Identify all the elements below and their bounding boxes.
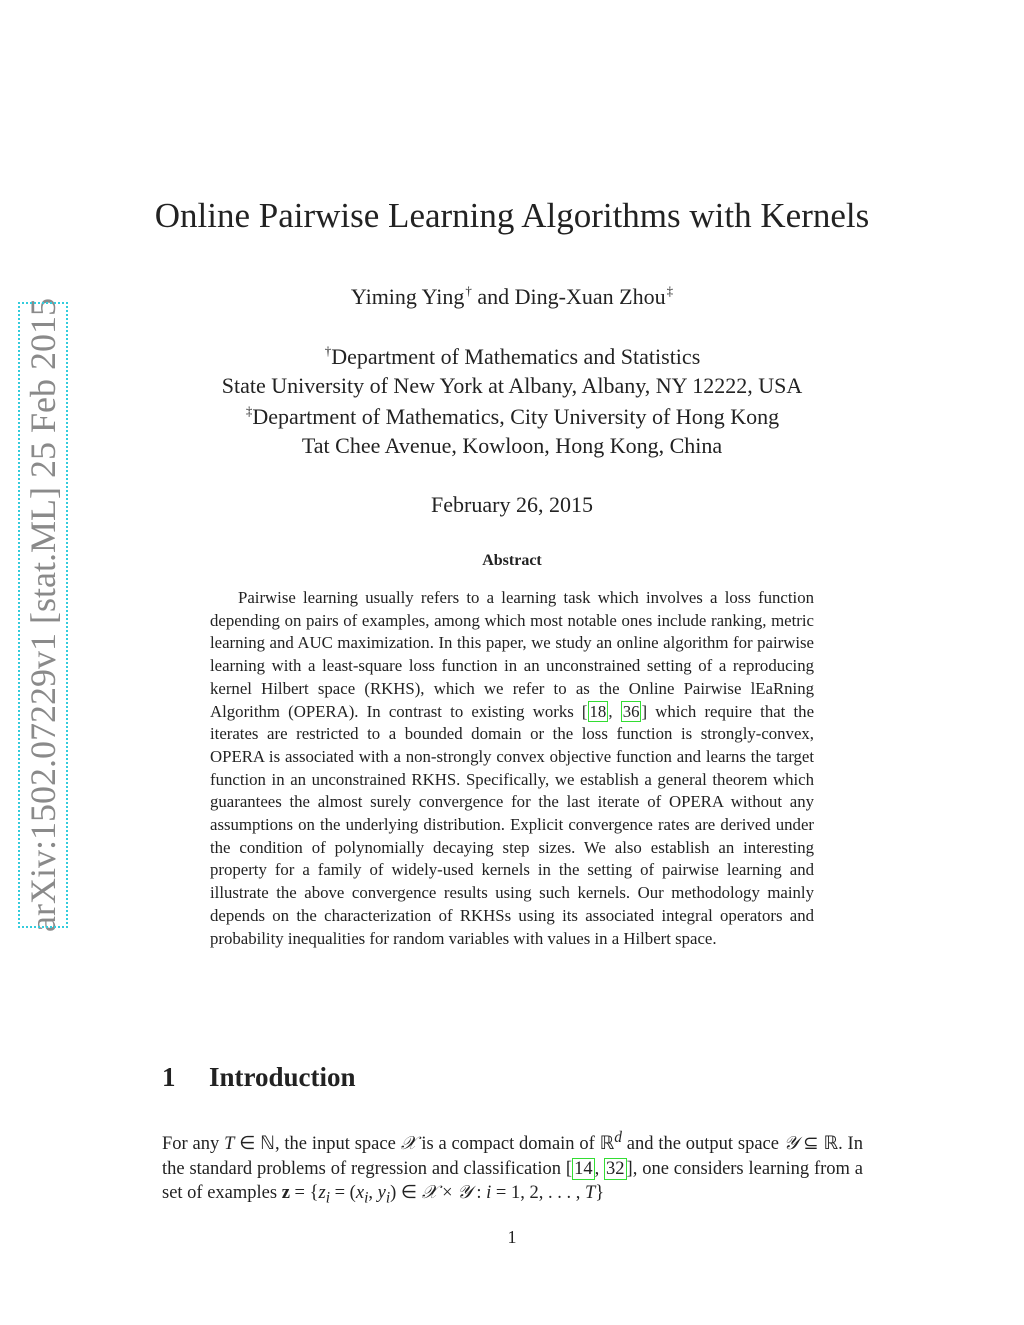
intro-text: , — [368, 1183, 378, 1204]
affiliation-text: Tat Chee Avenue, Kowloon, Hong Kong, China — [301, 433, 723, 458]
intro-text: = 1, 2, . . . , — [491, 1183, 585, 1204]
math-symbol: 𝒴 — [457, 1183, 472, 1204]
intro-text: = { — [289, 1183, 319, 1204]
math-symbol: x — [355, 1183, 365, 1204]
author-mark-double-dagger: ‡ — [666, 283, 674, 298]
math-symbol: T — [584, 1183, 596, 1204]
affiliation-text: Department of Mathematics, City University of Hong Kong — [252, 404, 780, 429]
abstract-heading: Abstract — [482, 552, 542, 569]
math-symbol: z — [281, 1183, 290, 1204]
intro-text: ⊆ ℝ. In the standard problems of regression and classification [ — [162, 1134, 863, 1179]
math-symbol: d — [614, 1129, 622, 1146]
math-symbol: z — [318, 1183, 326, 1204]
abstract-text: ] which require that the iterates are restricted to a bounded domain or the loss function is strongly-convex, OPERA is associated with a non-strongly convex objective function and learns the target function in an unconstrained RKHS. Specifically, we establish a general theorem which guarantees the almost surely convergence for the last iterate of OPERA without any assumptions on the underlying distribution. Explicit convergence rates are derived under the condition of polynomially decaying step sizes. We also establish an interesting property for a family of widely-used kernels in the setting of pairwise learning and illustrate the above convergence results using such kernels. Our methodology mainly depends on the characterization of RKHSs using its associated integral operators and probability inequalities for random variables with values in a Hilbert space. — [210, 701, 815, 948]
paper-title: Online Pairwise Learning Algorithms with Kernels — [154, 196, 870, 235]
math-subscript: i — [364, 1190, 369, 1208]
author-zhou: Ding-Xuan Zhou — [514, 284, 666, 309]
math-symbol: y — [377, 1183, 386, 1204]
author-connector: and — [471, 284, 515, 309]
math-symbol: 𝒴 — [783, 1134, 799, 1155]
abstract-body — [210, 587, 814, 950]
affiliation-line — [0, 343, 1024, 370]
intro-text: = ( — [329, 1183, 356, 1204]
math-subscript: i — [325, 1190, 330, 1208]
affiliation-mark: ‡ — [245, 403, 253, 418]
affiliation-line — [0, 403, 1024, 430]
page-number: 1 — [507, 1227, 517, 1247]
citation-link[interactable]: 14 — [574, 1158, 593, 1179]
citation-link[interactable]: 36 — [622, 701, 640, 721]
section-title: Introduction — [209, 1062, 356, 1092]
affiliation-text: Department of Mathematics and Statistics — [331, 344, 701, 369]
intro-paragraph — [162, 1126, 863, 1212]
math-symbol: 𝒳 — [421, 1183, 438, 1204]
citation-separator: , — [594, 1158, 605, 1179]
section-number: 1 — [162, 1062, 176, 1092]
affiliation-line — [0, 433, 1024, 459]
author-line — [0, 283, 1024, 310]
author-ying: Yiming Ying — [350, 284, 465, 309]
paper-date: February 26, 2015 — [431, 492, 593, 517]
arxiv-identifier-stamp[interactable]: arXiv:1502.07229v1 [stat.ML] 25 Feb 2015 — [23, 298, 63, 932]
intro-text: and the output space — [621, 1134, 784, 1155]
affiliation-line — [0, 373, 1024, 399]
abstract-text: Pairwise learning usually refers to a learning task which involves a loss function depending on pairs of examples, among which most notable ones include ranking, metric learning and AUC maximization. In this paper, we study an online algorithm for pairwise learning with a least-square loss function in an unconstrained setting of a reproducing kernel Hilbert space (RKHS), which we refer to as the Online Pairwise lEaRning Algorithm (OPERA). In contrast to existing works [ — [210, 588, 814, 721]
affiliation-mark: † — [324, 343, 332, 358]
intro-text: } — [595, 1183, 605, 1204]
math-symbol: 𝒳 — [400, 1134, 417, 1155]
author-mark-dagger: † — [465, 283, 472, 298]
intro-text: ∈ ℕ, the input space — [234, 1134, 401, 1155]
affiliation-text: State University of New York at Albany, Albany, NY 12222, USA — [221, 373, 803, 398]
section-heading — [162, 1062, 356, 1093]
intro-text: For any — [162, 1134, 225, 1155]
math-symbol: T — [224, 1134, 235, 1155]
intro-text: ) ∈ — [390, 1183, 422, 1204]
intro-text: ], one considers learning from a set of examples — [162, 1158, 863, 1204]
math-subscript: i — [385, 1190, 391, 1208]
math-symbol: i — [486, 1183, 492, 1204]
citation-separator: , — [608, 701, 621, 721]
intro-text: × — [437, 1183, 458, 1204]
citation-link[interactable]: 32 — [606, 1158, 625, 1179]
intro-text: is a compact domain of ℝ — [416, 1134, 615, 1155]
intro-text: : — [471, 1183, 487, 1204]
citation-link[interactable]: 18 — [589, 701, 607, 721]
